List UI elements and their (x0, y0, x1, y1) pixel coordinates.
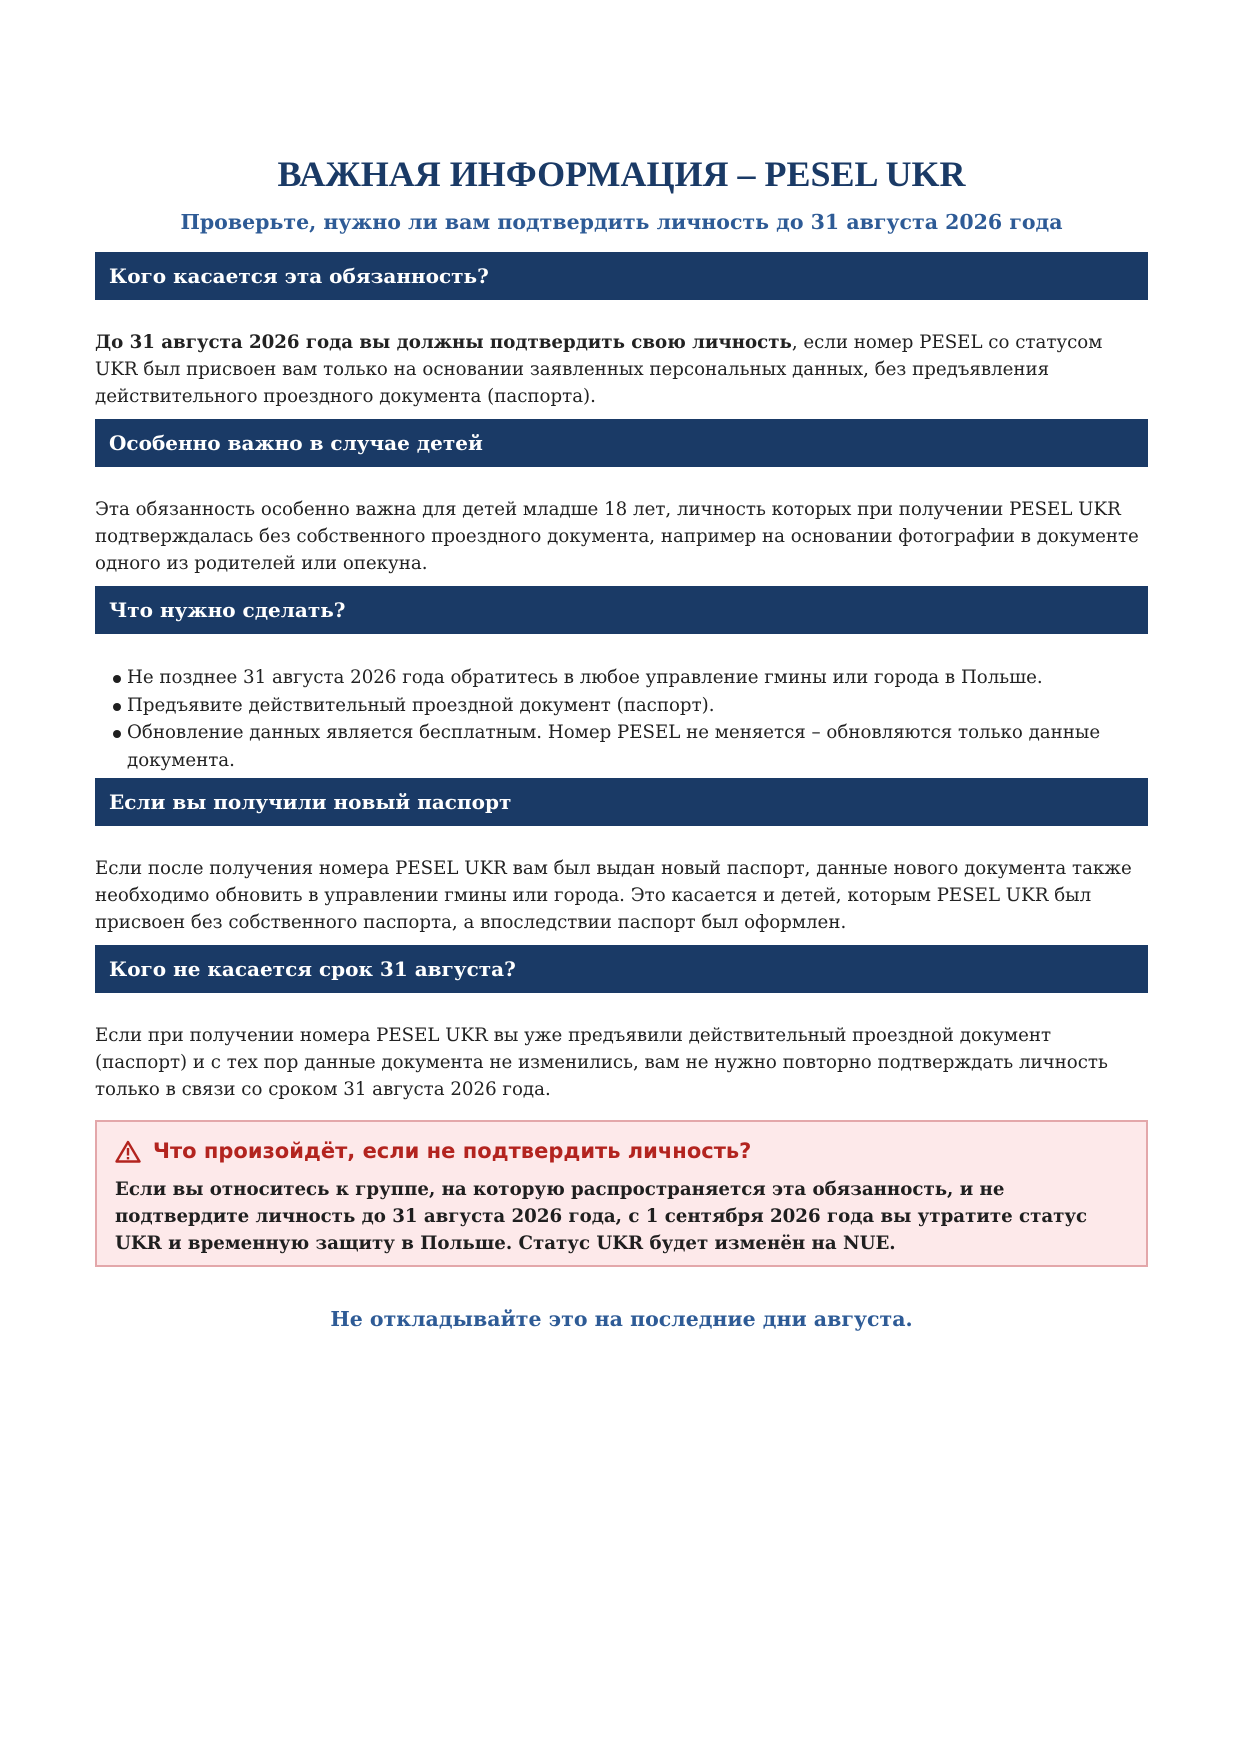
section-heading-todo: Что нужно сделать? (95, 586, 1148, 634)
warning-body: Если вы относитесь к группе, на которую распространяется эта обязанность, и не подтвердите личность до 31 августа 2026 года, с 1 сентября 2026 года вы утратите статус UKR и временную защиту в Польше. Статус UKR будет изменён на NUE. (115, 1179, 1088, 1254)
paragraph-rest: , если номер PESEL со статусом UKR был присвоен вам только на основании заявленных персональных данных, без предъявления действительного проездного документа (паспорта). (95, 332, 1103, 407)
warning-triangle-icon (115, 1140, 141, 1163)
section-heading-children: Особенно важно в случае детей (95, 419, 1148, 467)
warning-title-text: Что произойдёт, если не подтвердить личность? (153, 1139, 752, 1163)
bullet-icon (113, 730, 121, 738)
bullet-icon (113, 703, 121, 711)
warning-callout (95, 1120, 1148, 1267)
section-heading-new-passport: Если вы получили новый паспорт (95, 778, 1148, 826)
list-item (95, 664, 1148, 692)
page-title: ВАЖНАЯ ИНФОРМАЦИЯ – PESEL UKR (277, 154, 966, 194)
list-item-text: Обновление данных является бесплатным. Номер PESEL не меняется – обновляются только данные документа. (127, 722, 1101, 771)
section-paragraph-not-affected: Если при получении номера PESEL UKR вы уже предъявили действительный проездной документ (паспорт) и с тех пор данные документа не изменились, вам не нужно повторно подтверждать личность только в связи со сроком 31 августа 2026 года. (95, 1025, 1108, 1100)
section-paragraph-children: Эта обязанность особенно важна для детей младше 18 лет, личность которых при получении PESEL UKR подтверждалась без собственного проездного документа, например на основании фотографии в документе одного из родителей или опекуна. (95, 499, 1139, 574)
bullet-icon (113, 675, 121, 683)
list-item (95, 692, 1148, 720)
list-item-text: Предъявите действительный проездной документ (паспорт). (127, 694, 715, 716)
section-heading-who: Кого касается эта обязанность? (95, 252, 1148, 300)
warning-heading (115, 1136, 751, 1166)
section-paragraph-new-passport: Если после получения номера PESEL UKR вам был выдан новый паспорт, данные нового документа также необходимо обновить в управлении гмины или города. Это касается и детей, которым PESEL UKR был присвоен без собственного паспорта, а впоследствии паспорт был оформлен. (95, 858, 1132, 933)
closing-note: Не откладывайте это на последние дни августа. (330, 1307, 913, 1331)
todo-bullet-list (95, 664, 1148, 774)
page-subtitle: Проверьте, нужно ли вам подтвердить личность до 31 августа 2026 года (180, 210, 1063, 234)
list-item (95, 719, 1148, 774)
paragraph-bold-lead: До 31 августа 2026 года вы должны подтвердить свою личность (95, 332, 792, 353)
list-item-text: Не позднее 31 августа 2026 года обратитесь в любое управление гмины или города в Польше. (127, 667, 1043, 688)
section-paragraph-who (95, 329, 1148, 410)
section-heading-not-affected: Кого не касается срок 31 августа? (95, 945, 1148, 993)
